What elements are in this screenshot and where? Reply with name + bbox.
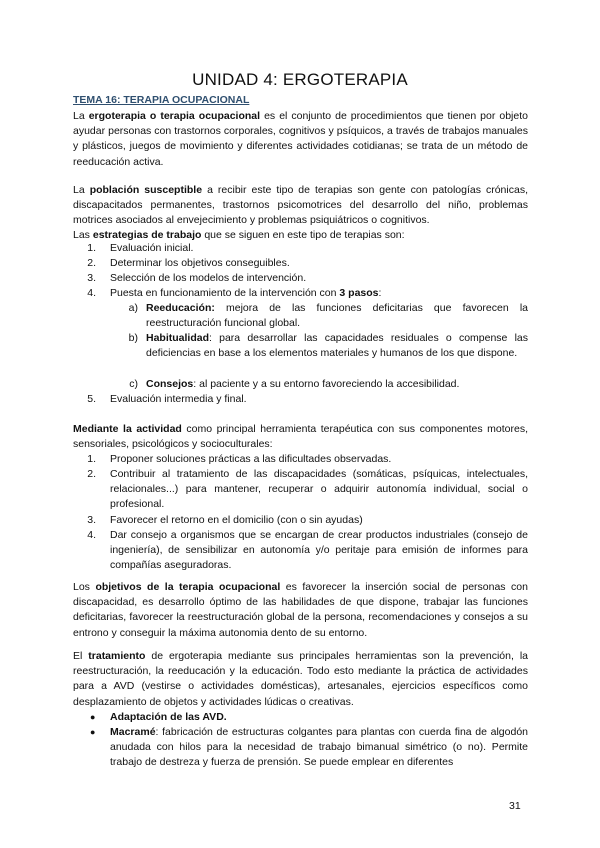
list-number: 3. (87, 272, 96, 284)
paragraph-objectives: Los objetivos de la terapia ocupacional es favorecer la inserción social de personas con discapacidad, es desarrollo óptimo de las habilidades de que dispone, trabajar las funciones deficitarias, favorecer la reestructuración global de la persona, recomendaciones y consejos a su entrono y conseguir la máxima autonomia dento de su entorno. (73, 581, 528, 639)
list-item: Dar consejo a organismos que se encargan de crear productos industriales (consejo de ingeniería), de sensibilizar en autonomía y/o peritaje para emisión de informes para compañías aseguradoras. (110, 529, 528, 572)
unit-title: UNIDAD 4: ERGOTERAPIA (192, 70, 408, 89)
sublist-letter: b) (128, 332, 138, 344)
topic-subtitle: TEMA 16: TERAPIA OCUPACIONAL (73, 94, 250, 106)
list-number: 5. (87, 393, 96, 405)
paragraph-treatment: El tratamiento de ergoterapia mediante sus principales herramientas son la prevención, la reestructuración, la reeducación y la educación. Todo esto mediante la práctica de actividades para a AVD (vestirse o actividades domésticas), artesanales, ejercicios específicos como desplazamiento de objetos y actividades lúdicas o creativas. (73, 650, 528, 708)
sublist-item: Habitualidad: para desarrollar las capacidades residuales o compense las deficiencias en base a los elementos materiales y humanos de los que dispone. (146, 332, 528, 360)
list-item: Evaluación intermedia y final. (110, 393, 247, 405)
bullet-item: Adaptación de las AVD. (110, 711, 227, 723)
list-number: 1. (87, 453, 96, 465)
list-item: Favorecer el retorno en el domicilio (con o sin ayudas) (110, 514, 363, 526)
list-number: 4. (87, 287, 96, 299)
bullet-dot: ● (90, 727, 96, 737)
list-item: Contribuir al tratamiento de las discapacidades (somáticas, psíquicas, intelectuales, relacionales...) para mantener, recuperar o adquirir autonomía individual, social o profesional. (110, 468, 528, 511)
bullet-item: Macramé: fabricación de estructuras colgantes para plantas con cuerda fina de algodón anudada con hilos para la necesidad de trabajo bimanual simétrico (o no). Permite trabajo de destreza y fuerza de prensión. Se puede emplear en diferentes (110, 726, 528, 769)
list-item: Puesta en funcionamiento de la intervención con 3 pasos: (110, 287, 382, 299)
sublist-item: Consejos: al paciente y a su entorno favoreciendo la accesibilidad. (146, 378, 460, 390)
list-item: Evaluación inicial. (110, 242, 194, 254)
list-item: Selección de los modelos de intervención. (110, 272, 307, 284)
paragraph-definition: La ergoterapia o terapia ocupacional es el conjunto de procedimientos que tienen por objeto ayudar personas con trastornos corporales, cognitivos y psíquicos, a través de trabajos manuales y plásticos, juegos de movimiento y diferentes actividades cotidianas; se trata de un método de reeducación activa. (73, 110, 528, 168)
sublist-letter: a) (128, 302, 138, 314)
list-number: 2. (87, 468, 96, 480)
list-item: Determinar los objetivos conseguibles. (110, 257, 290, 269)
paragraph-strategies: Las estrategias de trabajo que se siguen en este tipo de terapias son: (73, 229, 405, 241)
page-number: 31 (509, 800, 521, 812)
paragraph-population: La población susceptible a recibir este tipo de terapias son gente con patologías crónicas, discapacitados permanentes, trastornos psicomotrices del desarrollo del niño, problemas motrices asociados al envejecimiento y problemas psiquiátricos o cognitivos. (73, 184, 528, 227)
list-number: 1. (87, 242, 96, 254)
list-number: 2. (87, 257, 96, 269)
paragraph-activity: Mediante la actividad como principal herramienta terapéutica con sus componentes motores, sensoriales, psicológicos y socioculturales: (73, 423, 528, 451)
bullet-dot: ● (90, 712, 96, 722)
list-number: 4. (87, 529, 96, 541)
sublist-item: Reeducación: mejora de las funciones deficitarias que favorecen la reestructuración funcional global. (146, 302, 528, 330)
list-item: Proponer soluciones prácticas a las dificultades observadas. (110, 453, 392, 465)
sublist-letter: c) (129, 378, 138, 390)
list-number: 3. (87, 514, 96, 526)
